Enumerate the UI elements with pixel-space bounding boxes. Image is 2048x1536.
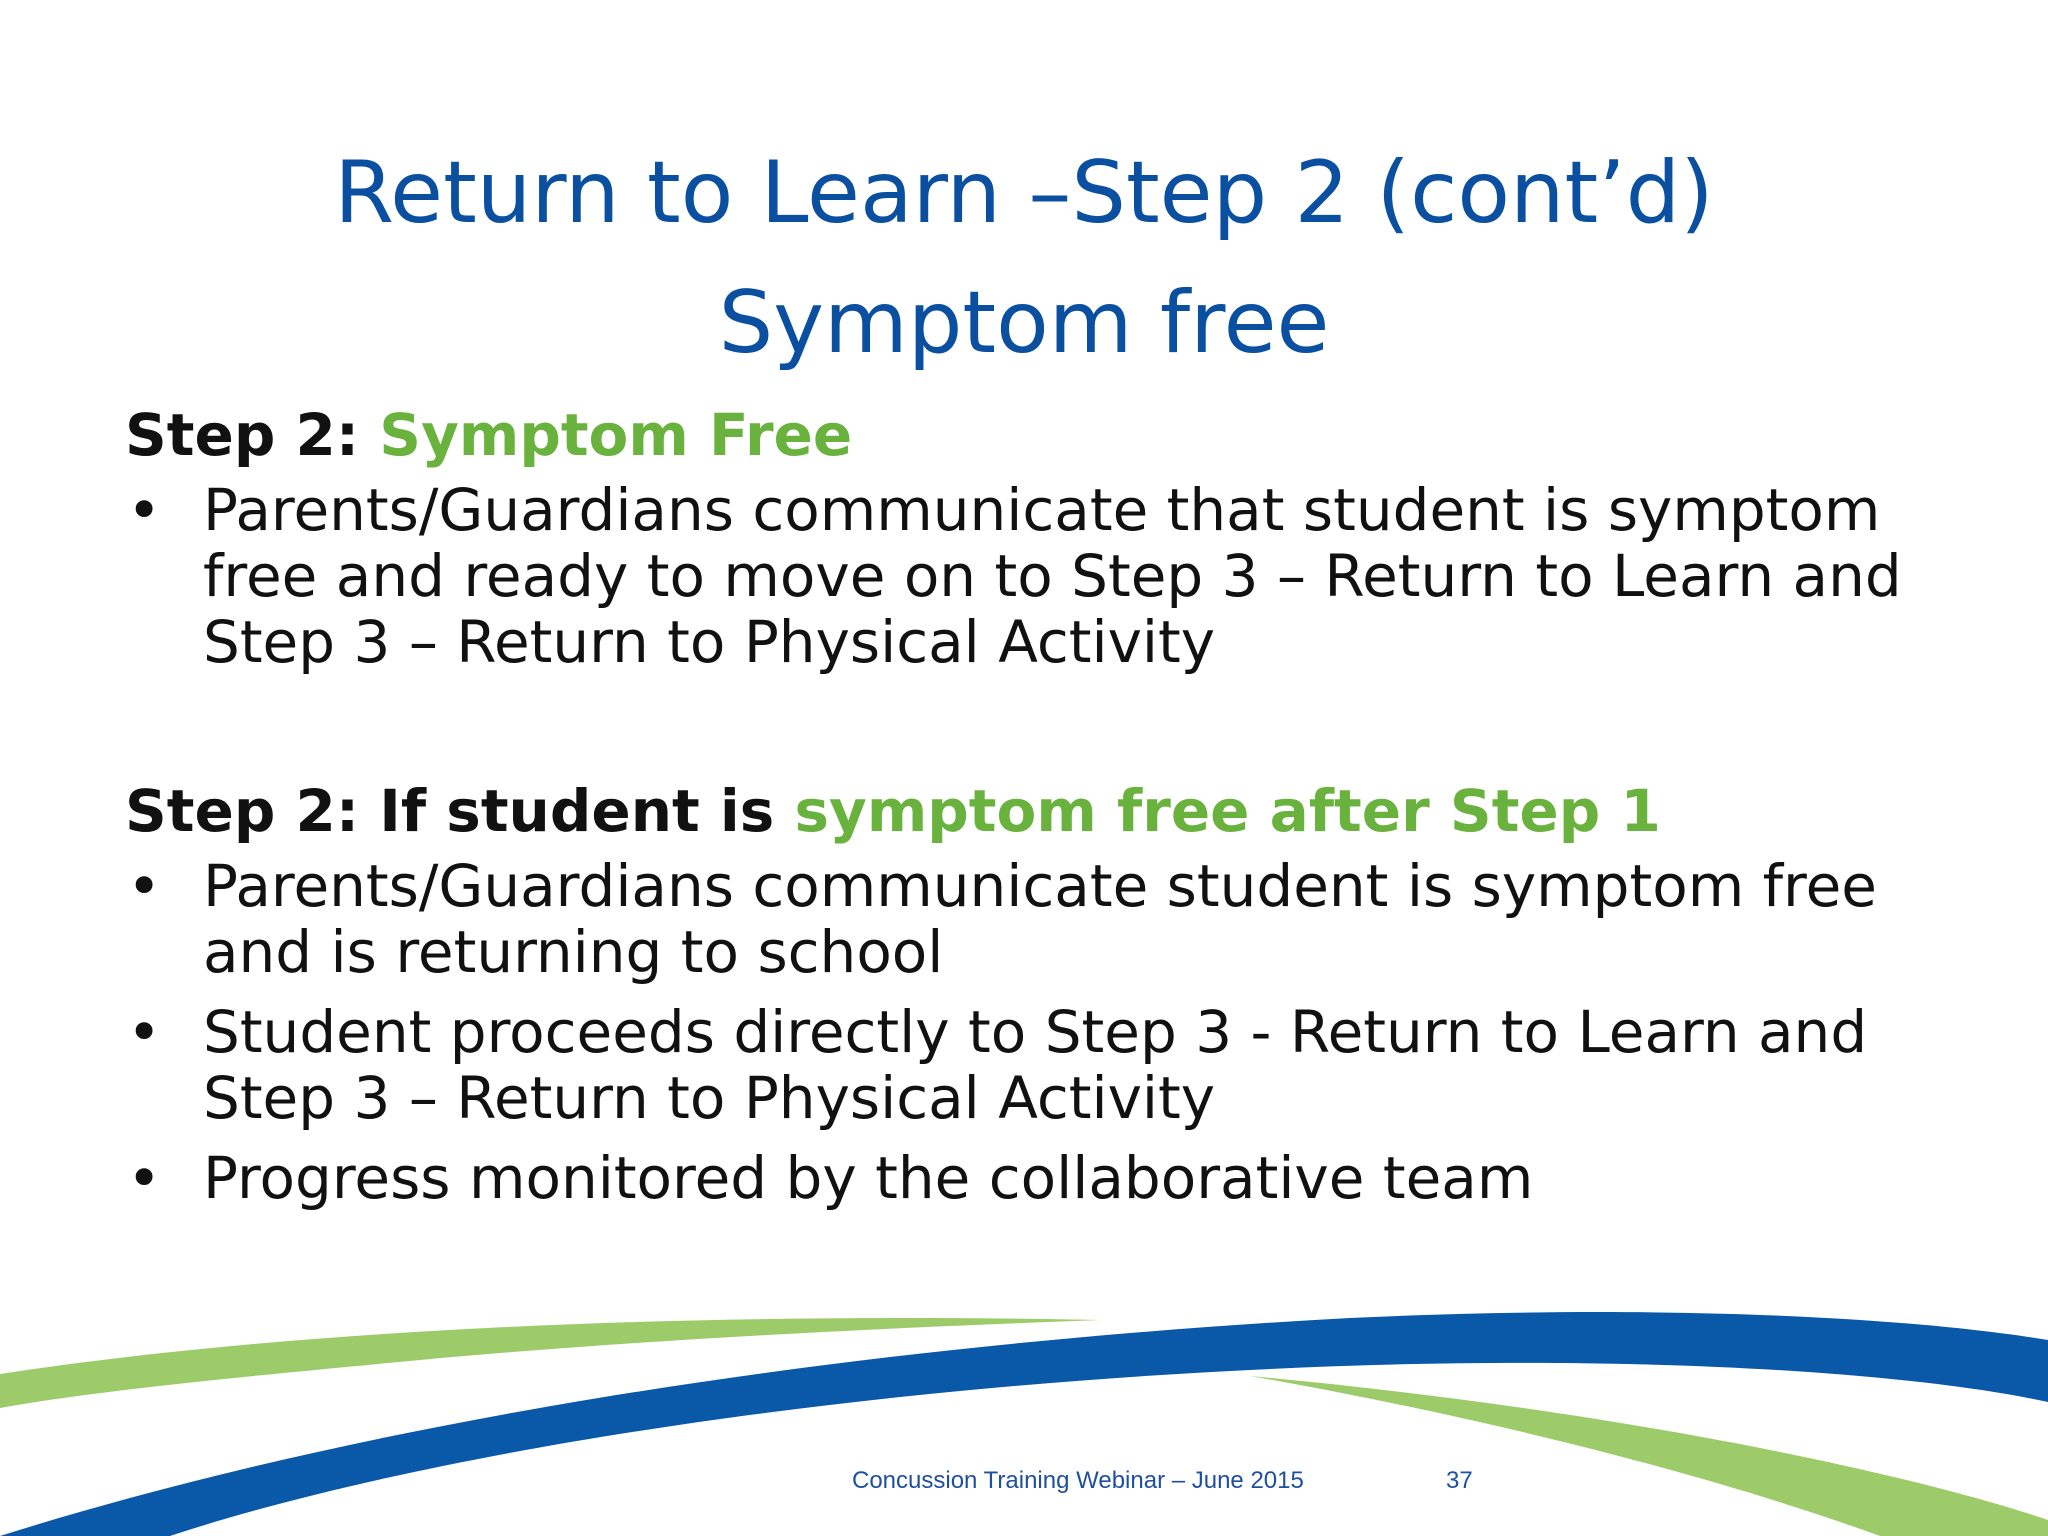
slide-title-line-2: Symptom free [718, 272, 1330, 373]
bullet-glyph: • [127, 1144, 162, 1212]
section-heading [125, 395, 1925, 475]
section-symptom-free-after-step-1 [125, 771, 1925, 1211]
slide-footer [0, 1467, 2048, 1501]
bullet-glyph: • [127, 998, 162, 1066]
section-heading [125, 771, 1925, 851]
bullet-list [125, 477, 1925, 675]
bullet-glyph: • [127, 476, 162, 544]
heading-accent: Symptom Free [379, 401, 853, 469]
green-swoosh-right [1250, 1376, 2048, 1536]
bullet-text: Student proceeds directly to Step 3 - Return to Learn and Step 3 – Return to Physical Activity [203, 998, 1868, 1132]
slide-title [0, 128, 2048, 388]
heading-prefix: Step 2: [125, 401, 380, 469]
heading-accent: symptom free after Step 1 [794, 777, 1661, 845]
page-number: 37 [1446, 1467, 1473, 1494]
slide-body [125, 395, 1925, 1225]
bullet-item [125, 853, 1925, 985]
bullet-item [125, 477, 1925, 675]
footer-text: Concussion Training Webinar – June 2015 [852, 1467, 1304, 1494]
bullet-text: Progress monitored by the collaborative team [203, 1144, 1534, 1212]
slide-title-line-1: Return to Learn –Step 2 (cont’d) [334, 142, 1714, 243]
bullet-item [125, 999, 1925, 1131]
bullet-glyph: • [127, 852, 162, 920]
bullet-text: Parents/Guardians communicate that student is symptom free and ready to move on to Step 3 – Return to Learn and Step 3 – Return to Physical Activity [203, 476, 1902, 676]
bullet-text: Parents/Guardians communicate student is symptom free and is returning to school [203, 852, 1877, 986]
heading-prefix: Step 2: If student is [125, 777, 795, 845]
section-symptom-free [125, 395, 1925, 675]
bullet-list [125, 853, 1925, 1211]
bullet-item [125, 1145, 1925, 1211]
